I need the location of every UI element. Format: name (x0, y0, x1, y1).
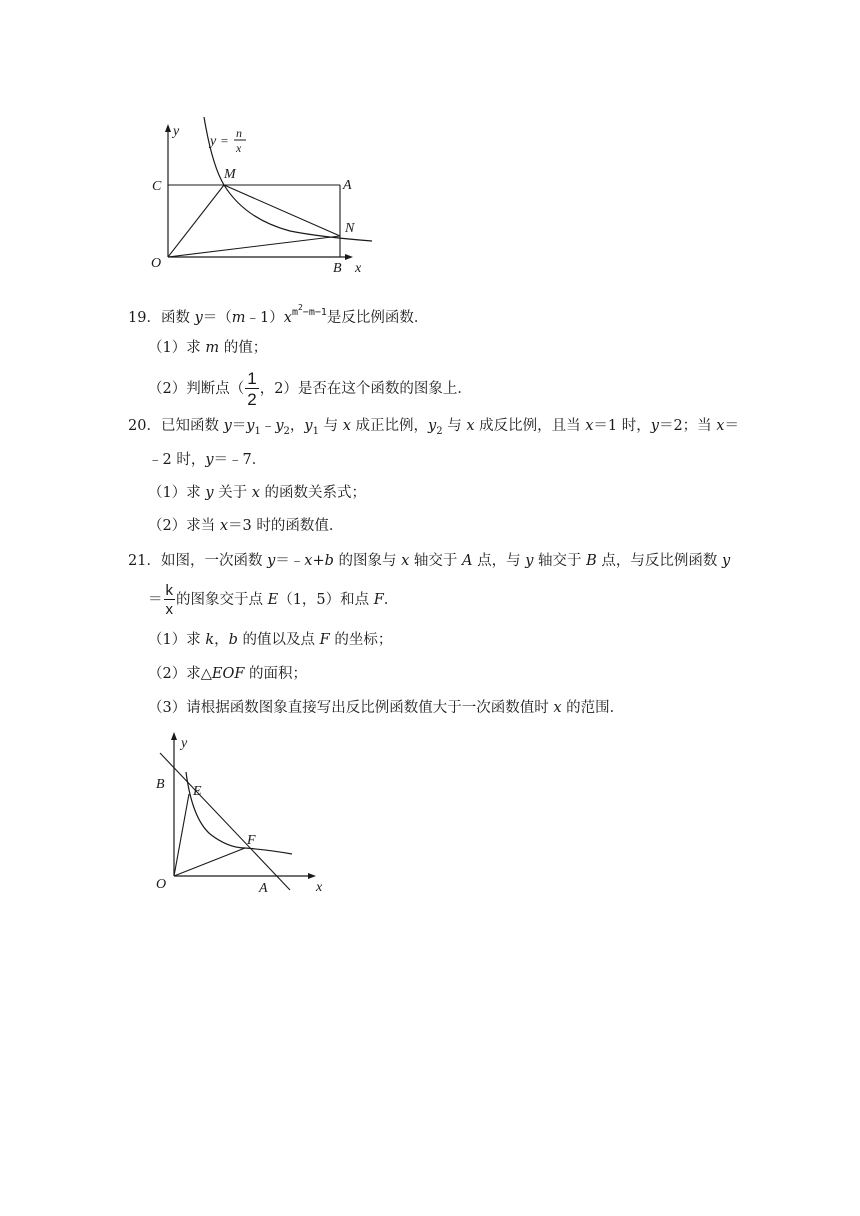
q21-stem-line1: 21．如图，一次函数 y＝﹣x+b 的图象与 x 轴交于 A 点，与 y 轴交于 B 点，与反比例函数 y (128, 553, 731, 569)
label-axis-y: y (181, 736, 188, 751)
q21-number: 21． (128, 553, 161, 569)
curve-label-x: x (236, 141, 242, 155)
y-axis-arrow (165, 124, 171, 132)
q19-number: 19． (128, 310, 161, 326)
label-point-A: A (343, 178, 352, 193)
label-point-M: M (224, 167, 236, 182)
label-axis-x: x (355, 261, 362, 276)
label-point-B: B (156, 777, 165, 792)
label-axis-y: y (173, 124, 180, 139)
q20-stem-line2: ﹣2 时，y＝﹣7． (148, 452, 267, 468)
label-point-C: C (152, 179, 162, 194)
figure-rectangle-hyperbola (140, 115, 380, 280)
q19-part1: （1）求 m 的值； (148, 340, 268, 356)
q21-stem-line2: ＝ $\frac{k}{x}$ 的图象交于点 E（1，5）和点 F． (148, 582, 399, 618)
hyperbola-curve (186, 772, 292, 854)
segment-OF (174, 848, 245, 876)
q19-text: 函数 (160, 310, 195, 326)
q20-number: 20． (128, 418, 161, 434)
fraction-k-over-x: $\frac{k}{x}$ (165, 582, 173, 618)
q20-part2: （2）求当 x＝3 时的函数值． (148, 518, 344, 534)
segment-ON (168, 236, 340, 257)
x-axis-arrow (345, 254, 353, 260)
label-point-A: A (259, 881, 268, 896)
fraction-one-half: $\frac{1}{2}$ (247, 369, 257, 409)
label-point-F: F (247, 833, 256, 848)
q20-stem-line1: 20．已知函数 $y=y_1﹣y_2$，$y_1$ 与 x 成正比例，$y_2$ 与 x 成反比例，且当 x＝1 时，y＝2；当 x＝ (128, 418, 739, 437)
label-point-E: E (193, 784, 202, 799)
q19-var-y: y (194, 310, 203, 326)
q19-var-m: m (231, 310, 246, 326)
q19-part2: （2）判断点（ $\frac{1}{2}$ ，2）是否在这个函数的图象上． (148, 369, 472, 409)
curve-label-eq: = (220, 133, 229, 148)
line-AB (160, 753, 290, 890)
q19-text: ＝（ (202, 310, 232, 326)
x-axis-arrow (308, 873, 316, 879)
label-point-N: N (345, 221, 355, 236)
q19-text: ﹣1） (245, 310, 284, 326)
y-axis-arrow (171, 732, 177, 740)
q19-var-x: x (283, 310, 292, 326)
figure-line-hyperbola (150, 728, 340, 898)
curve-label-y: y (210, 134, 217, 149)
q19-text: 是反比例函数． (326, 310, 429, 326)
label-point-O: O (156, 877, 167, 892)
segment-OE (174, 794, 189, 876)
label-point-O: O (151, 256, 162, 271)
q19-stem (128, 298, 428, 328)
q21-part1: （1）求 k，b 的值以及点 F 的坐标； (148, 632, 393, 648)
q21-part2: （2）求△EOF 的面积； (148, 666, 308, 682)
q20-part1: （1）求 y 关于 x 的函数关系式； (148, 485, 367, 501)
label-point-B: B (333, 261, 342, 276)
q19-exponent: m2−m−1 (291, 303, 327, 318)
label-axis-x: x (316, 880, 323, 895)
curve-label-n: n (236, 126, 242, 140)
segment-OM (168, 185, 224, 257)
q21-part3: （3）请根据函数图象直接写出反比例函数值大于一次函数值时 x 的范围． (148, 700, 625, 716)
